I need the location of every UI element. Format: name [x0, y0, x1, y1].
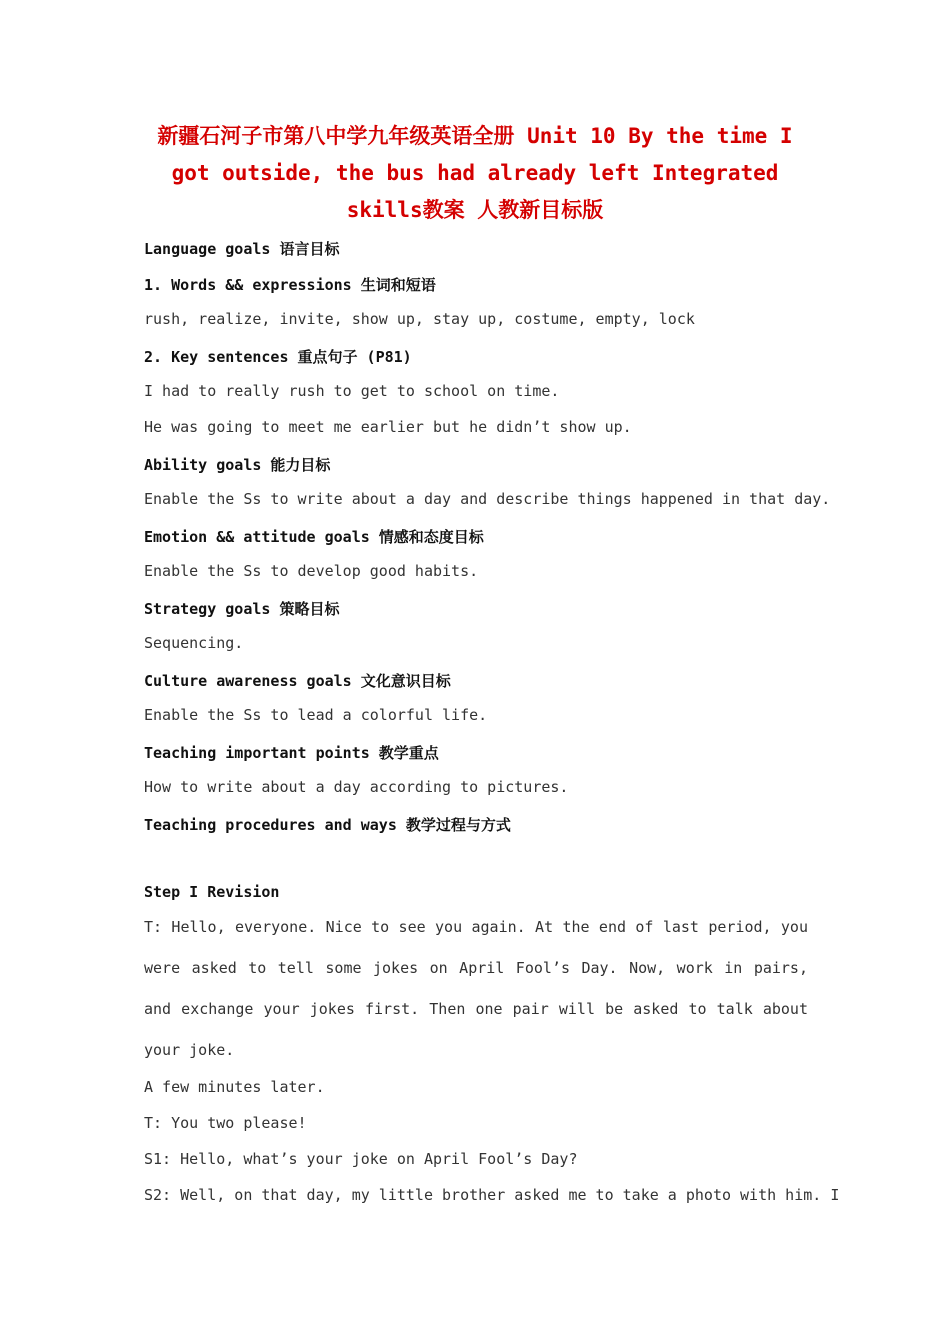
dialogue-s1: S1: Hello, what’s your joke on April Fool’s Day? [144, 1150, 578, 1168]
teaching-points-text: How to write about a day according to pictures. [144, 778, 569, 796]
heading-ability-goals: Ability goals 能力目标 [144, 456, 331, 474]
culture-goals-text: Enable the Ss to lead a colorful life. [144, 706, 488, 724]
key-sentence-1: I had to really rush to get to school on time. [144, 382, 560, 400]
document-title: 新疆石河子市第八中学九年级英语全册 Unit 10 By the time I got outside, the bus had already left Integrated skills教案 人教新目标版 [157, 124, 793, 222]
strategy-goals-text: Sequencing. [144, 634, 244, 652]
heading-emotion-goals: Emotion && attitude goals 情感和态度目标 [144, 528, 484, 546]
dialogue-s2: S2: Well, on that day, my little brother asked me to take a photo with him. I [144, 1186, 840, 1204]
key-sentence-2: He was going to meet me earlier but he didn’t show up. [144, 418, 632, 436]
heading-culture-goals: Culture awareness goals 文化意识目标 [144, 672, 451, 690]
heading-teaching-procedures: Teaching procedures and ways 教学过程与方式 [144, 816, 511, 834]
teacher-intro-paragraph: T: Hello, everyone. Nice to see you again. At the end of last period, you were asked to tell some jokes on April Fool’s Day. Now, work in pairs, and exchange your jokes first. Then one pair will be asked to talk about your joke. [144, 918, 808, 1059]
heading-step-1: Step I Revision [144, 883, 280, 901]
ability-goals-text: Enable the Ss to write about a day and describe things happened in that day. [144, 490, 831, 508]
dialogue-later: A few minutes later. [144, 1078, 325, 1096]
vocabulary-list: rush, realize, invite, show up, stay up, costume, empty, lock [144, 310, 695, 328]
heading-teaching-points: Teaching important points 教学重点 [144, 744, 439, 762]
heading-strategy-goals: Strategy goals 策略目标 [144, 600, 340, 618]
heading-words-expressions: 1. Words && expressions 生词和短语 [144, 276, 436, 294]
emotion-goals-text: Enable the Ss to develop good habits. [144, 562, 479, 580]
heading-key-sentences: 2. Key sentences 重点句子 (P81) [144, 348, 412, 366]
dialogue-teacher-call: T: You two please! [144, 1114, 307, 1132]
heading-language-goals: Language goals 语言目标 [144, 240, 340, 258]
